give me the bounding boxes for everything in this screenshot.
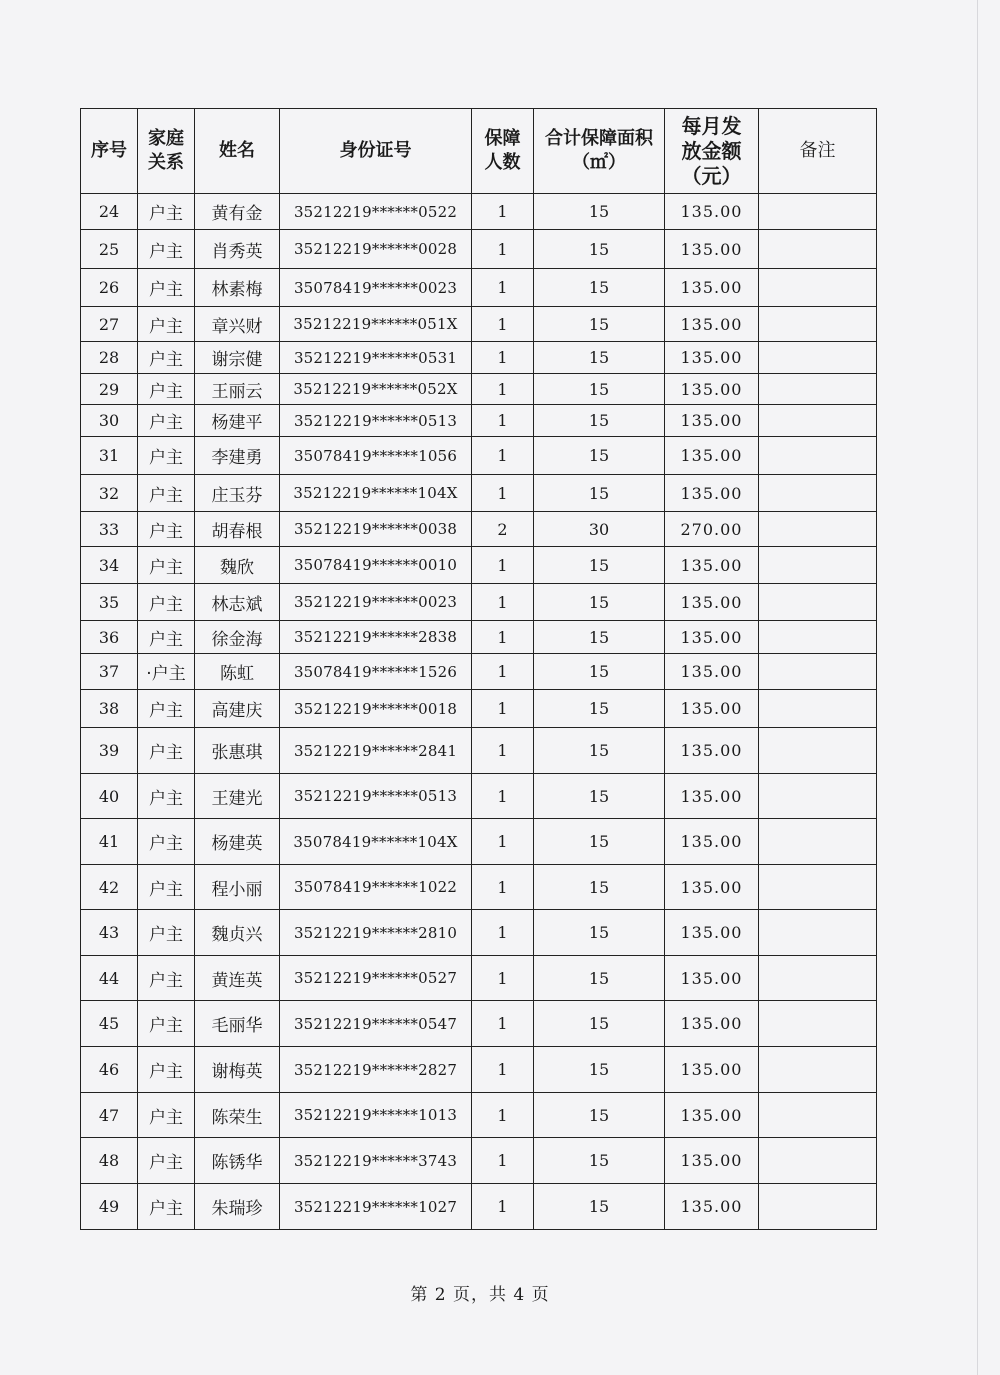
cell-name: 程小丽 (195, 865, 280, 910)
cell-id-number: 35212219******0513 (280, 405, 472, 437)
cell-seq: 32 (81, 475, 138, 512)
cell-amount: 135.00 (665, 405, 759, 437)
cell-name: 陈荣生 (195, 1093, 280, 1138)
cell-seq: 26 (81, 269, 138, 307)
cell-seq: 43 (81, 910, 138, 956)
cell-amount: 135.00 (665, 547, 759, 584)
cell-relation: 户主 (138, 910, 195, 956)
cell-area: 15 (534, 910, 665, 956)
cell-name: 黄连英 (195, 956, 280, 1001)
cell-id-number: 35078419******1526 (280, 654, 472, 690)
cell-id-number: 35212219******0018 (280, 690, 472, 728)
cell-persons: 1 (472, 547, 534, 584)
cell-note (759, 475, 877, 512)
cell-note (759, 194, 877, 230)
cell-amount: 135.00 (665, 654, 759, 690)
cell-amount: 135.00 (665, 584, 759, 621)
cell-name: 朱瑞珍 (195, 1184, 280, 1230)
cell-note (759, 1184, 877, 1230)
cell-seq: 49 (81, 1184, 138, 1230)
cell-note (759, 621, 877, 654)
cell-note (759, 512, 877, 547)
cell-persons: 1 (472, 269, 534, 307)
cell-area: 15 (534, 1184, 665, 1230)
table-row (81, 405, 877, 437)
cell-seq: 30 (81, 405, 138, 437)
cell-persons: 1 (472, 621, 534, 654)
cell-amount: 135.00 (665, 374, 759, 405)
cell-id-number: 35212219******1027 (280, 1184, 472, 1230)
cell-seq: 48 (81, 1138, 138, 1184)
table-row (81, 865, 877, 910)
table-row (81, 475, 877, 512)
table-row (81, 1184, 877, 1230)
cell-relation: 户主 (138, 475, 195, 512)
cell-relation: ·户主 (138, 654, 195, 690)
cell-area: 15 (534, 1001, 665, 1047)
cell-name: 林志斌 (195, 584, 280, 621)
table-row (81, 230, 877, 269)
cell-amount: 135.00 (665, 230, 759, 269)
cell-persons: 1 (472, 230, 534, 269)
cell-seq: 42 (81, 865, 138, 910)
cell-relation: 户主 (138, 956, 195, 1001)
cell-seq: 34 (81, 547, 138, 584)
cell-id-number: 35212219******1013 (280, 1093, 472, 1138)
cell-relation: 户主 (138, 230, 195, 269)
cell-name: 黄有金 (195, 194, 280, 230)
cell-seq: 24 (81, 194, 138, 230)
table-row (81, 1138, 877, 1184)
cell-relation: 户主 (138, 1001, 195, 1047)
cell-name: 王丽云 (195, 374, 280, 405)
table-row (81, 910, 877, 956)
cell-persons: 1 (472, 654, 534, 690)
header-note: 备注 (759, 109, 877, 194)
cell-id-number: 35212219******2810 (280, 910, 472, 956)
page-edge-line (977, 0, 978, 1375)
cell-persons: 1 (472, 865, 534, 910)
cell-area: 15 (534, 547, 665, 584)
cell-persons: 1 (472, 910, 534, 956)
cell-note (759, 269, 877, 307)
cell-amount: 135.00 (665, 956, 759, 1001)
table-row (81, 374, 877, 405)
table-row (81, 512, 877, 547)
cell-id-number: 35078419******104X (280, 819, 472, 865)
cell-persons: 1 (472, 405, 534, 437)
cell-amount: 135.00 (665, 819, 759, 865)
cell-name: 魏欣 (195, 547, 280, 584)
cell-area: 15 (534, 728, 665, 774)
table-row (81, 819, 877, 865)
cell-note (759, 819, 877, 865)
cell-note (759, 1138, 877, 1184)
cell-relation: 户主 (138, 437, 195, 475)
cell-area: 15 (534, 865, 665, 910)
table-row (81, 1093, 877, 1138)
cell-amount: 135.00 (665, 1001, 759, 1047)
cell-seq: 41 (81, 819, 138, 865)
cell-note (759, 728, 877, 774)
cell-seq: 35 (81, 584, 138, 621)
cell-name: 肖秀英 (195, 230, 280, 269)
cell-area: 30 (534, 512, 665, 547)
cell-name: 杨建平 (195, 405, 280, 437)
cell-area: 15 (534, 584, 665, 621)
cell-name: 陈虹 (195, 654, 280, 690)
cell-area: 15 (534, 956, 665, 1001)
cell-relation: 户主 (138, 819, 195, 865)
cell-relation: 户主 (138, 374, 195, 405)
table-row (81, 728, 877, 774)
cell-id-number: 35212219******0028 (280, 230, 472, 269)
header-amount: 每月发 放金额 （元） (665, 109, 759, 194)
cell-id-number: 35078419******1056 (280, 437, 472, 475)
cell-relation: 户主 (138, 774, 195, 819)
cell-persons: 1 (472, 774, 534, 819)
cell-relation: 户主 (138, 307, 195, 342)
cell-persons: 1 (472, 437, 534, 475)
cell-id-number: 35212219******2827 (280, 1047, 472, 1093)
cell-id-number: 35212219******0522 (280, 194, 472, 230)
cell-note (759, 654, 877, 690)
cell-note (759, 230, 877, 269)
cell-persons: 1 (472, 1047, 534, 1093)
table-header-row (81, 109, 877, 194)
cell-persons: 1 (472, 956, 534, 1001)
cell-amount: 135.00 (665, 475, 759, 512)
cell-note (759, 307, 877, 342)
cell-persons: 1 (472, 584, 534, 621)
cell-name: 谢梅英 (195, 1047, 280, 1093)
cell-note (759, 956, 877, 1001)
cell-amount: 135.00 (665, 437, 759, 475)
cell-note (759, 374, 877, 405)
cell-seq: 44 (81, 956, 138, 1001)
cell-name: 魏贞兴 (195, 910, 280, 956)
cell-note (759, 342, 877, 374)
cell-area: 15 (534, 1093, 665, 1138)
cell-amount: 135.00 (665, 307, 759, 342)
cell-seq: 40 (81, 774, 138, 819)
cell-persons: 2 (472, 512, 534, 547)
cell-seq: 31 (81, 437, 138, 475)
cell-note (759, 690, 877, 728)
cell-persons: 1 (472, 307, 534, 342)
cell-relation: 户主 (138, 690, 195, 728)
cell-note (759, 584, 877, 621)
cell-name: 庄玉芬 (195, 475, 280, 512)
cell-persons: 1 (472, 342, 534, 374)
cell-seq: 36 (81, 621, 138, 654)
cell-area: 15 (534, 230, 665, 269)
cell-persons: 1 (472, 690, 534, 728)
cell-id-number: 35212219******0023 (280, 584, 472, 621)
cell-seq: 29 (81, 374, 138, 405)
cell-note (759, 1001, 877, 1047)
cell-id-number: 35078419******0023 (280, 269, 472, 307)
cell-relation: 户主 (138, 1047, 195, 1093)
cell-seq: 28 (81, 342, 138, 374)
cell-name: 谢宗健 (195, 342, 280, 374)
cell-seq: 39 (81, 728, 138, 774)
cell-amount: 135.00 (665, 690, 759, 728)
cell-relation: 户主 (138, 547, 195, 584)
cell-seq: 47 (81, 1093, 138, 1138)
cell-area: 15 (534, 690, 665, 728)
cell-area: 15 (534, 1138, 665, 1184)
cell-id-number: 35212219******2841 (280, 728, 472, 774)
cell-name: 章兴财 (195, 307, 280, 342)
cell-amount: 135.00 (665, 342, 759, 374)
cell-seq: 27 (81, 307, 138, 342)
cell-note (759, 437, 877, 475)
cell-seq: 37 (81, 654, 138, 690)
header-persons: 保障 人数 (472, 109, 534, 194)
cell-id-number: 35212219******3743 (280, 1138, 472, 1184)
table-body (81, 194, 877, 1230)
table-row (81, 1001, 877, 1047)
cell-area: 15 (534, 405, 665, 437)
cell-id-number: 35078419******1022 (280, 865, 472, 910)
cell-name: 徐金海 (195, 621, 280, 654)
cell-note (759, 774, 877, 819)
cell-relation: 户主 (138, 1138, 195, 1184)
cell-name: 陈锈华 (195, 1138, 280, 1184)
table-row (81, 621, 877, 654)
cell-persons: 1 (472, 374, 534, 405)
header-relation: 家庭 关系 (138, 109, 195, 194)
cell-seq: 25 (81, 230, 138, 269)
cell-note (759, 405, 877, 437)
cell-persons: 1 (472, 475, 534, 512)
cell-persons: 1 (472, 194, 534, 230)
cell-id-number: 35212219******0038 (280, 512, 472, 547)
cell-id-number: 35212219******0527 (280, 956, 472, 1001)
header-area: 合计保障面积 （㎡） (534, 109, 665, 194)
cell-persons: 1 (472, 1138, 534, 1184)
cell-id-number: 35212219******0531 (280, 342, 472, 374)
table-row (81, 956, 877, 1001)
table-row (81, 547, 877, 584)
cell-id-number: 35212219******2838 (280, 621, 472, 654)
cell-name: 毛丽华 (195, 1001, 280, 1047)
cell-relation: 户主 (138, 584, 195, 621)
cell-seq: 46 (81, 1047, 138, 1093)
cell-relation: 户主 (138, 1184, 195, 1230)
cell-area: 15 (534, 1047, 665, 1093)
cell-seq: 33 (81, 512, 138, 547)
cell-name: 王建光 (195, 774, 280, 819)
header-seq: 序号 (81, 109, 138, 194)
cell-name: 高建庆 (195, 690, 280, 728)
cell-id-number: 35212219******051X (280, 307, 472, 342)
cell-relation: 户主 (138, 269, 195, 307)
cell-relation: 户主 (138, 728, 195, 774)
cell-amount: 270.00 (665, 512, 759, 547)
cell-relation: 户主 (138, 512, 195, 547)
cell-amount: 135.00 (665, 194, 759, 230)
cell-area: 15 (534, 774, 665, 819)
cell-amount: 135.00 (665, 269, 759, 307)
cell-area: 15 (534, 819, 665, 865)
cell-area: 15 (534, 374, 665, 405)
cell-amount: 135.00 (665, 865, 759, 910)
cell-name: 李建勇 (195, 437, 280, 475)
cell-amount: 135.00 (665, 1184, 759, 1230)
cell-relation: 户主 (138, 865, 195, 910)
cell-amount: 135.00 (665, 910, 759, 956)
cell-relation: 户主 (138, 194, 195, 230)
cell-relation: 户主 (138, 621, 195, 654)
cell-persons: 1 (472, 1184, 534, 1230)
cell-amount: 135.00 (665, 1047, 759, 1093)
cell-area: 15 (534, 475, 665, 512)
cell-amount: 135.00 (665, 728, 759, 774)
cell-amount: 135.00 (665, 1093, 759, 1138)
cell-persons: 1 (472, 1093, 534, 1138)
cell-note (759, 910, 877, 956)
cell-area: 15 (534, 437, 665, 475)
cell-area: 15 (534, 342, 665, 374)
cell-relation: 户主 (138, 1093, 195, 1138)
cell-name: 胡春根 (195, 512, 280, 547)
cell-seq: 38 (81, 690, 138, 728)
cell-name: 张惠琪 (195, 728, 280, 774)
cell-relation: 户主 (138, 405, 195, 437)
cell-note (759, 547, 877, 584)
table-row (81, 437, 877, 475)
table-row (81, 654, 877, 690)
cell-note (759, 1047, 877, 1093)
cell-persons: 1 (472, 728, 534, 774)
table-row (81, 774, 877, 819)
subsidy-table-container (80, 108, 876, 1230)
cell-id-number: 35212219******0547 (280, 1001, 472, 1047)
cell-area: 15 (534, 654, 665, 690)
cell-id-number: 35212219******104X (280, 475, 472, 512)
cell-relation: 户主 (138, 342, 195, 374)
table-row (81, 342, 877, 374)
subsidy-table (80, 108, 877, 1230)
cell-name: 林素梅 (195, 269, 280, 307)
cell-area: 15 (534, 621, 665, 654)
table-row (81, 269, 877, 307)
cell-seq: 45 (81, 1001, 138, 1047)
cell-amount: 135.00 (665, 774, 759, 819)
table-row (81, 307, 877, 342)
cell-note (759, 865, 877, 910)
header-name: 姓名 (195, 109, 280, 194)
table-row (81, 584, 877, 621)
cell-name: 杨建英 (195, 819, 280, 865)
header-id: 身份证号 (280, 109, 472, 194)
cell-id-number: 35212219******052X (280, 374, 472, 405)
cell-persons: 1 (472, 819, 534, 865)
table-row (81, 1047, 877, 1093)
cell-area: 15 (534, 194, 665, 230)
cell-amount: 135.00 (665, 1138, 759, 1184)
cell-persons: 1 (472, 1001, 534, 1047)
table-row (81, 194, 877, 230)
cell-note (759, 1093, 877, 1138)
cell-area: 15 (534, 307, 665, 342)
cell-amount: 135.00 (665, 621, 759, 654)
cell-area: 15 (534, 269, 665, 307)
cell-id-number: 35212219******0513 (280, 774, 472, 819)
cell-id-number: 35078419******0010 (280, 547, 472, 584)
page-footer: 第 2 页，共 4 页 (410, 1285, 550, 1305)
table-row (81, 690, 877, 728)
